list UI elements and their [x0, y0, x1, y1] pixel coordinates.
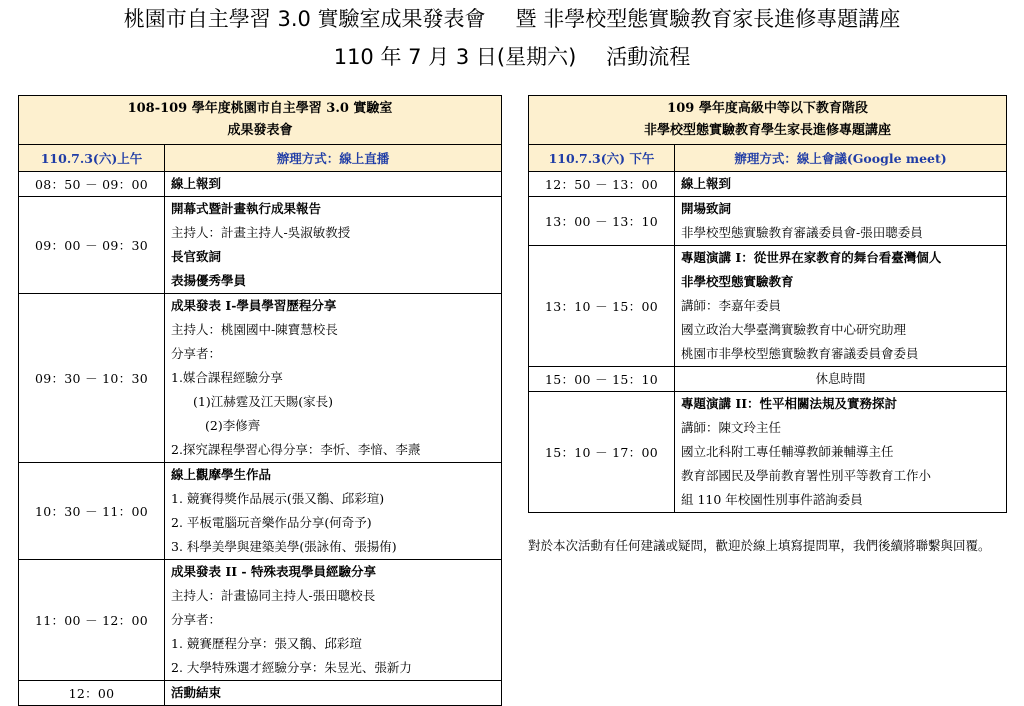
activity-line: 非學校型態實驗教育 [681, 274, 794, 289]
table-row [19, 294, 502, 463]
table-row [19, 681, 502, 706]
activity-line: 桃園市非學校型態實驗教育審議委員會委員 [681, 346, 919, 361]
activity-line: 非學校型態實驗教育審議委員會-張田聰委員 [681, 225, 923, 240]
morning-time-cell: 08：50 － 09：00 [19, 172, 165, 197]
table-row [529, 392, 1007, 513]
afternoon-time-cell: 15：10 － 17：00 [529, 392, 675, 513]
activity-line: 長官致詞 [171, 249, 222, 264]
table-row [19, 172, 502, 197]
table-row [529, 367, 1007, 392]
morning-activity-cell [165, 560, 502, 681]
title-part-2: 暨 非學校型態實驗教育家長進修專題講座 [515, 7, 901, 31]
activity-line: 2.探究課程學習心得分享：李忻、李愔、李燾 [171, 442, 421, 457]
afternoon-schedule-table [528, 95, 1007, 513]
morning-mode-cell: 辦理方式：線上直播 [165, 145, 502, 172]
morning-header-line-2: 成果發表會 [227, 123, 293, 138]
agenda-label: 活動流程 [606, 45, 691, 69]
afternoon-activity-cell [675, 392, 1007, 513]
afternoon-header-line-2: 非學校型態實驗教育學生家長進修專題講座 [644, 123, 892, 138]
afternoon-activity-cell [675, 197, 1007, 246]
table-row [529, 246, 1007, 367]
afternoon-activity-cell [675, 172, 1007, 197]
activity-line: 主持人：計畫主持人-吳淑敏教授 [171, 225, 351, 240]
morning-activity-cell [165, 294, 502, 463]
table-row [529, 197, 1007, 246]
afternoon-time-cell: 13：00 － 13：10 [529, 197, 675, 246]
activity-line: 國立北科附工專任輔導教師兼輔導主任 [681, 444, 894, 459]
activity-line: 成果發表 I-學員學習歷程分享 [171, 298, 337, 313]
activity-line: 表揚優秀學員 [171, 273, 247, 288]
activity-line: 3. 科學美學與建築美學(張詠侑、張揚侑) [171, 539, 397, 554]
afternoon-mode-cell: 辦理方式：線上會議(Google meet) [675, 145, 1007, 172]
activity-line: (2)李修齊 [205, 418, 261, 433]
afternoon-time-cell: 13：10 － 15：00 [529, 246, 675, 367]
table-row [529, 172, 1007, 197]
table-row [19, 463, 502, 560]
morning-time-cell: 09：30 － 10：30 [19, 294, 165, 463]
activity-line: 休息時間 [815, 371, 866, 386]
activity-line: 2. 平板電腦玩音樂作品分享(何奇予) [171, 515, 372, 530]
activity-line: (1)江赫霆及江天賜(家長) [193, 394, 333, 409]
activity-line: 1. 競賽得獎作品展示(張又鶺、邱彩瑄) [171, 491, 385, 506]
activity-line: 線上觀摩學生作品 [171, 467, 272, 482]
activity-line: 專題演講 II：性平相關法規及實務探討 [681, 396, 898, 411]
activity-line: 線上報到 [171, 176, 222, 191]
activity-line: 專題演講 I：從世界在家教育的舞台看臺灣個人 [681, 250, 942, 265]
afternoon-activity-cell [675, 246, 1007, 367]
table-row [19, 560, 502, 681]
activity-line: 2. 大學特殊選才經驗分享：朱昱光、張新力 [171, 660, 412, 675]
table-row [19, 197, 502, 294]
morning-header-line-1: 108-109 學年度桃園市自主學習 3.0 實驗室 [127, 101, 393, 116]
morning-activity-cell [165, 172, 502, 197]
morning-schedule-header [19, 96, 502, 145]
morning-activity-cell [165, 463, 502, 560]
afternoon-schedule-header [529, 96, 1007, 145]
activity-line: 分享者： [171, 612, 222, 627]
afternoon-time-cell: 15：00 － 15：10 [529, 367, 675, 392]
activity-line: 分享者： [171, 346, 222, 361]
activity-line: 組 110 年校園性別事件諮詢委員 [681, 492, 863, 507]
activity-line: 教育部國民及學前教育署性別平等教育工作小 [681, 468, 932, 483]
activity-line: 國立政治大學臺灣實驗教育中心研究助理 [681, 322, 907, 337]
morning-activity-cell [165, 681, 502, 706]
activity-line: 開場致詞 [681, 201, 732, 216]
afternoon-activity-cell [675, 367, 1007, 392]
activity-line: 線上報到 [681, 176, 732, 191]
feedback-note: 對於本次活動有任何建議或疑問，歡迎於線上填寫提問單，我們後續將聯繫與回覆。 [528, 538, 991, 553]
activity-line: 1.媒合課程經驗分享 [171, 370, 283, 385]
activity-line: 1. 競賽歷程分享：張又鶺、邱彩瑄 [171, 636, 362, 651]
afternoon-header-line-1: 109 學年度高級中等以下教育階段 [667, 101, 868, 116]
activity-line: 講師：李嘉年委員 [681, 298, 782, 313]
activity-line: 講師：陳文玲主任 [681, 420, 782, 435]
page-subtitle [0, 42, 1024, 72]
morning-schedule-table [18, 95, 502, 706]
morning-date-cell: 110.7.3(六)上午 [19, 145, 165, 172]
afternoon-date-cell: 110.7.3(六) 下午 [529, 145, 675, 172]
morning-time-cell: 09：00 － 09：30 [19, 197, 165, 294]
title-part-1: 桃園市自主學習 3.0 實驗室成果發表會 [123, 7, 486, 31]
activity-line: 主持人：桃園國中-陳寶慧校長 [171, 322, 338, 337]
morning-time-cell: 11：00 － 12：00 [19, 560, 165, 681]
morning-activity-cell [165, 197, 502, 294]
activity-line: 主持人：計畫協同主持人-張田聰校長 [171, 588, 376, 603]
activity-line: 成果發表 II - 特殊表現學員經驗分享 [171, 564, 376, 579]
morning-time-cell: 10：30 － 11：00 [19, 463, 165, 560]
afternoon-time-cell: 12：50 － 13：00 [529, 172, 675, 197]
activity-line: 開幕式暨計畫執行成果報告 [171, 201, 322, 216]
page-title [0, 4, 1024, 34]
morning-time-cell: 12：00 [19, 681, 165, 706]
activity-line: 活動結束 [171, 685, 222, 700]
event-date: 110 年 7 月 3 日(星期六) [333, 45, 577, 69]
